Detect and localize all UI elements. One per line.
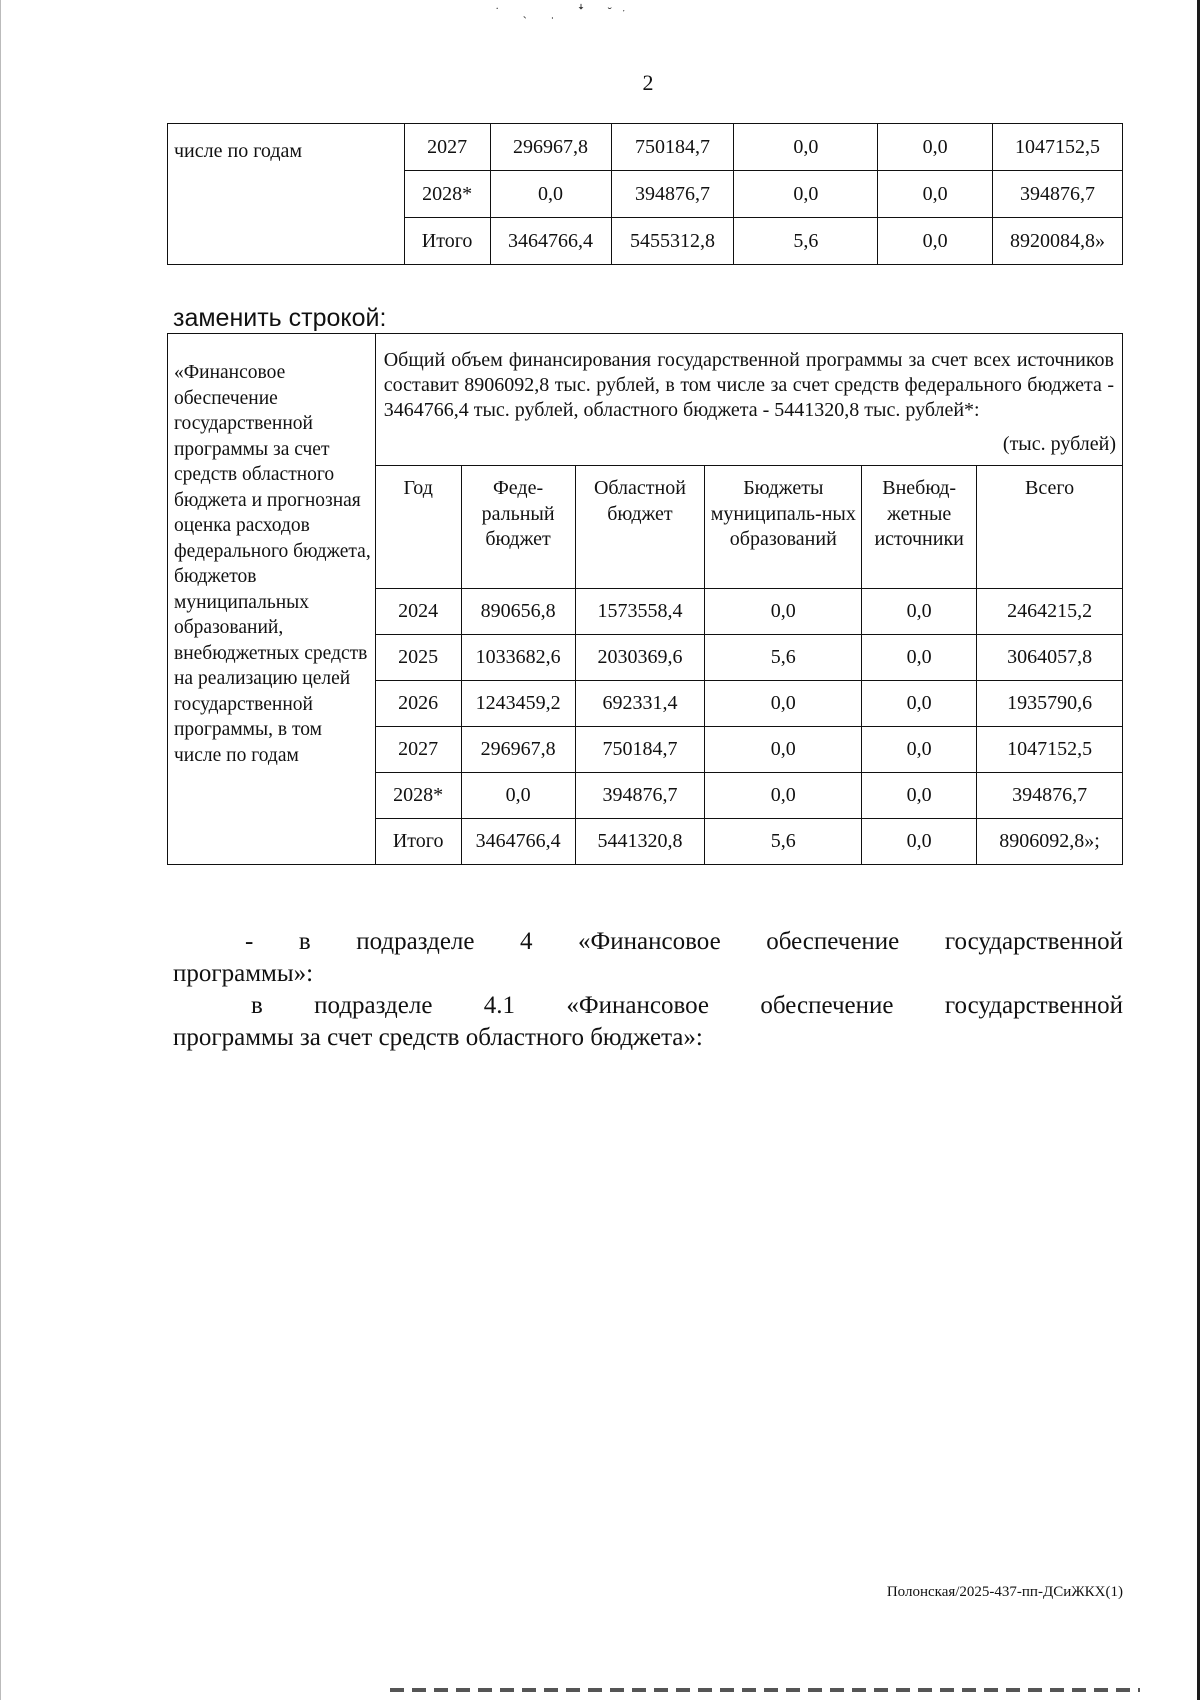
table-cell: 692331,4 (575, 681, 705, 727)
table-cell: Итого (404, 218, 490, 265)
table-cell: 750184,7 (575, 727, 705, 773)
table-cell: 1935790,6 (977, 681, 1123, 727)
table-cell: 394876,7 (993, 171, 1123, 218)
table-cell: 2024 (375, 589, 461, 635)
column-header: Год (375, 466, 461, 589)
table-cell: 750184,7 (611, 124, 734, 171)
scan-edge-bottom (390, 1688, 1140, 1692)
row-label: «Финансовое обеспечение государственной программы за счет средств областного бюджета и прогнозная оценка расходов федерального бюджета, бюджетов муниципальных образований, внебюджетных средств на реализацию целей государственной программы, в том числе по годам (168, 334, 376, 865)
table-cell: 890656,8 (461, 589, 575, 635)
table-cell: 394876,7 (611, 171, 734, 218)
table-cell: 0,0 (461, 773, 575, 819)
table-cell: 0,0 (490, 171, 611, 218)
financing-description: Общий объем финансирования государственной программы за счет всех источников составит 8906092,8 тыс. рублей, в том числе за счет средств федерального бюджета - 3464766,4 тыс. рублей, областного бюджета - 5441320,8 тыс. рублей*: (375, 334, 1122, 430)
column-header: Феде-ральный бюджет (461, 466, 575, 589)
table-cell: 394876,7 (977, 773, 1123, 819)
column-header: Внебюд-жетные источники (862, 466, 977, 589)
table-cell: 2030369,6 (575, 635, 705, 681)
table-cell: 2028* (404, 171, 490, 218)
table-row (168, 124, 1123, 171)
table-cell: 0,0 (705, 727, 862, 773)
paragraph-subsection-4: - в подразделе 4 «Финансовое обеспечение государственной (245, 928, 1123, 955)
table-cell: 296967,8 (490, 124, 611, 171)
table-cell: 0,0 (862, 727, 977, 773)
table-cell: 2028* (375, 773, 461, 819)
table-cell: 8920084,8» (993, 218, 1123, 265)
table-cell: 5,6 (705, 635, 862, 681)
column-header: Областной бюджет (575, 466, 705, 589)
table-cell: 394876,7 (575, 773, 705, 819)
table-cell: 1573558,4 (575, 589, 705, 635)
table-cell: 0,0 (705, 589, 862, 635)
table-cell: 1047152,5 (993, 124, 1123, 171)
replacement-table (167, 333, 1123, 865)
replace-label: заменить строкой: (173, 304, 387, 332)
table-cell: 0,0 (734, 124, 878, 171)
page-number: 2 (642, 70, 654, 95)
table-cell: 2025 (375, 635, 461, 681)
top-table-label: числе по годам (168, 124, 405, 265)
table-cell: 3464766,4 (490, 218, 611, 265)
table-cell: 0,0 (705, 773, 862, 819)
unit-label: (тыс. рублей) (375, 429, 1122, 466)
table-cell: 1047152,5 (977, 727, 1123, 773)
table-cell: 5,6 (734, 218, 878, 265)
scan-specks: ˙ ˏ ˌ ꜜ ˘ˑ (495, 4, 636, 19)
table-cell: 0,0 (862, 635, 977, 681)
table-cell: 2027 (404, 124, 490, 171)
paragraph-subsection-4-1-cont: программы за счет средств областного бюджета»: (173, 1024, 703, 1051)
table-cell: 5455312,8 (611, 218, 734, 265)
top-table (167, 123, 1123, 265)
table-cell: 5,6 (705, 819, 862, 865)
table-cell: 1033682,6 (461, 635, 575, 681)
table-cell: 0,0 (862, 589, 977, 635)
table-cell: 0,0 (878, 124, 993, 171)
table-cell: 1243459,2 (461, 681, 575, 727)
table-cell: 2027 (375, 727, 461, 773)
table-cell: 8906092,8»; (977, 819, 1123, 865)
table-cell: 0,0 (878, 171, 993, 218)
table-cell: 5441320,8 (575, 819, 705, 865)
table-cell: 3064057,8 (977, 635, 1123, 681)
table-cell: 3464766,4 (461, 819, 575, 865)
column-header: Бюджеты муниципаль-ных образований (705, 466, 862, 589)
table-cell: 0,0 (705, 681, 862, 727)
table-cell: 0,0 (862, 681, 977, 727)
document-reference-stamp: Полонская/2025-437-пп-ДСиЖКХ(1) (886, 1584, 1123, 1600)
table-cell: 0,0 (862, 819, 977, 865)
scan-edge-left (0, 0, 1, 1700)
table-cell: 0,0 (734, 171, 878, 218)
column-header: Всего (977, 466, 1123, 589)
table-row (168, 334, 1123, 430)
table-cell: 2464215,2 (977, 589, 1123, 635)
table-cell: 0,0 (862, 773, 977, 819)
table-cell: 0,0 (878, 218, 993, 265)
table-cell: 296967,8 (461, 727, 575, 773)
paragraph-subsection-4-1: в подразделе 4.1 «Финансовое обеспечение государственной (251, 992, 1123, 1019)
paragraph-subsection-4-cont: программы»: (173, 960, 314, 987)
table-cell: 2026 (375, 681, 461, 727)
table-cell: Итого (375, 819, 461, 865)
